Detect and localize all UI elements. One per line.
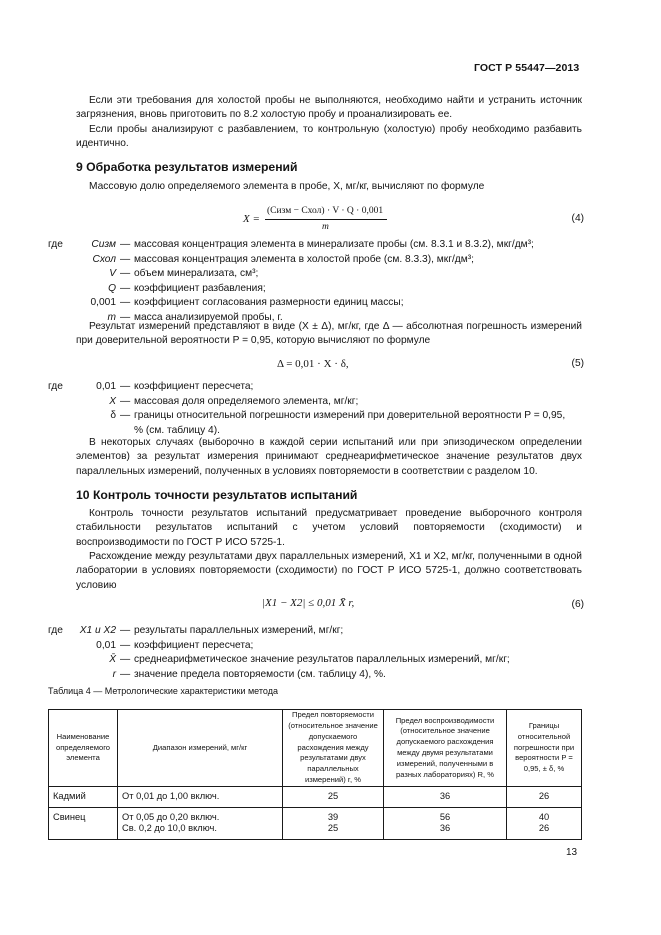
metrological-table	[48, 709, 582, 840]
cell-R: 36	[384, 787, 507, 808]
cell-delta: 26	[507, 787, 582, 808]
equation-number-5: (5)	[571, 358, 584, 369]
document-header: ГОСТ Р 55447—2013	[474, 62, 580, 74]
where-label: где	[48, 239, 63, 250]
header-repeatability: Предел повторяемости (относительное значение допускаемого расхождения между результатами двух параллельных измерений) r, %	[283, 710, 384, 787]
header-reproducibility: Предел воспроизводимости (относительное значение допускаемого расхождения между двумя результатами измерений, полученными в разных лабораториях) R, %	[384, 710, 507, 787]
definition-row: Q — коэффициент разбавления;	[108, 282, 266, 294]
section-10-title: 10 Контроль точности результатов испытаний	[76, 488, 358, 502]
section-10-paragraph-2: Расхождение между результатами двух параллельных измерений, X1 и X2, мг/кг, полученными в одной лаборатории в условиях повторяемости (сходимости) по ГОСТ Р ИСО 5725-1, должно соответствовать условию	[76, 551, 582, 591]
section-9-paragraph-1: Массовую долю определяемого элемента в пробе, X, мг/кг, вычисляют по формуле	[89, 181, 485, 192]
equation-number-6: (6)	[571, 599, 584, 610]
cell-element: Свинец	[49, 807, 118, 839]
section-9-paragraph-3: В некоторых случаях (выборочно в каждой серии испытаний или при эпизодическом определении элементов) за результат измерения принимают среднеарифметическое значение результатов двух параллельных измерений, полученных в условиях повторяемости в соответствии с разделом 10.	[76, 437, 582, 477]
definition-row: m — масса анализируемой пробы, г.	[107, 311, 283, 323]
cell-range: От 0,01 до 1,00 включ.	[118, 787, 283, 808]
formula-5-definitions	[48, 380, 588, 438]
definition-row: δ — границы относительной погрешности измерений при доверительной вероятности P = 0,95,	[110, 410, 566, 422]
section-9-title: 9 Обработка результатов измерений	[76, 160, 298, 174]
cell-r: 39 25	[283, 807, 384, 839]
intro-paragraph-2: Если пробы анализируют с разбавлением, то контрольную (холостую) пробу необходимо разбавить идентично.	[76, 124, 582, 150]
section-9-paragraph-2: Результат измерений представляют в виде (X ± Δ), мг/кг, где Δ — абсолютная погрешность измерений при доверительной вероятности P = 0,95, которую вычисляют по формуле	[76, 321, 582, 347]
page-number: 13	[566, 847, 578, 858]
formula-6-definitions	[48, 624, 588, 682]
formula-4-denominator: m	[322, 222, 329, 232]
formula-4	[243, 204, 393, 234]
table-row	[49, 807, 582, 839]
cell-element: Кадмий	[49, 787, 118, 808]
where-label-3: где	[48, 625, 63, 636]
definition-row: X̄ — среднеарифметическое значение результатов параллельных измерений, мг/кг;	[109, 654, 510, 666]
table-caption: Таблица 4 — Метрологические характеристики метода	[48, 686, 278, 696]
table-row	[49, 787, 582, 808]
table-header-row	[49, 710, 582, 787]
definition-row: Cхол — массовая концентрация элемента в холостой пробе (см. 8.3.3), мкг/дм³;	[92, 253, 474, 265]
definition-row: 0,01 — коэффициент пересчета;	[96, 381, 254, 392]
definition-row: 0,001 — коэффициент согласования размерности единиц массы;	[90, 297, 404, 309]
where-label-2: где	[48, 381, 63, 392]
header-range: Диапазон измерений, мг/кг	[118, 710, 283, 787]
formula-4-lhs: X =	[243, 213, 260, 225]
formula-4-numerator: (Cизм − Cхол) · V · Q · 0,001	[267, 206, 384, 216]
definition-row: % (см. таблицу 4).	[134, 424, 220, 436]
definition-row: V — объем минерализата, см³;	[109, 268, 259, 280]
definition-row: X — массовая доля определяемого элемента, мг/кг;	[109, 395, 359, 407]
intro-paragraph-1: Если эти требования для холостой пробы не выполняются, необходимо найти и устранить источник загрязнения, вновь приготовить по 8.2 холостую пробу и проанализировать ее.	[76, 95, 582, 121]
definition-row: 0,01 — коэффициент пересчета;	[96, 639, 254, 651]
cell-delta: 40 26	[507, 807, 582, 839]
section-10-paragraph-1: Контроль точности результатов испытаний предусматривает проведение выборочного контроля стабильности результатов испытаний с учетом условий повторяемости (сходимости) и воспроизводимости по ГОСТ Р ИСО 5725-1.	[76, 508, 582, 548]
definition-row: X1 и X2 — результаты параллельных измерений, мг/кг;	[79, 625, 344, 636]
definition-row: r — значение предела повторяемости (см. таблицу 4), %.	[112, 668, 386, 680]
header-error: Границы относительной погрешности при вероятности P = 0,95, ± δ, %	[507, 710, 582, 787]
cell-r: 25	[283, 787, 384, 808]
cell-range: От 0,05 до 0,20 включ. Св. 0,2 до 10,0 включ.	[118, 807, 283, 839]
header-element: Наименование определяемого элемента	[49, 710, 118, 787]
equation-number-4: (4)	[571, 213, 584, 224]
formula-6: |X1 − X2| ≤ 0,01 X̄ r,	[262, 597, 355, 609]
formula-4-definitions	[48, 238, 588, 326]
definition-row: Cизм — массовая концентрация элемента в минерализате пробы (см. 8.3.1 и 8.3.2), мкг/дм³;	[91, 239, 534, 250]
formula-5: Δ = 0,01 · X · δ,	[277, 358, 349, 370]
cell-R: 56 36	[384, 807, 507, 839]
